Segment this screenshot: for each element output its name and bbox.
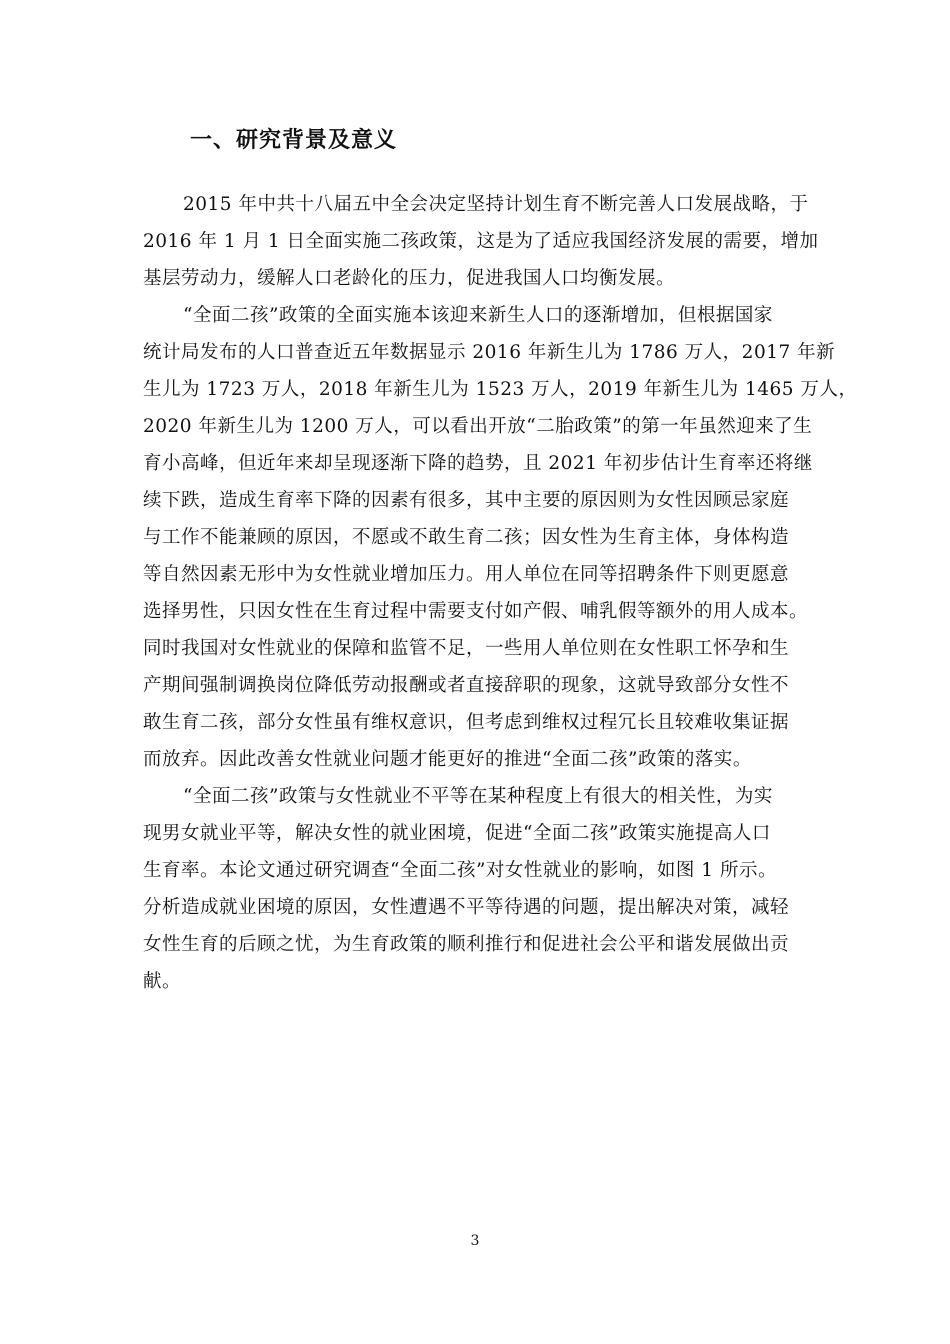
text-line: 现男女就业平等，解决女性的就业困境，促进“全面二孩”政策实施提高人口 — [143, 823, 771, 844]
text-line: 与工作不能兼顾的原因，不愿或不敢生育二孩；因女性为生育主体，身体构造 — [143, 527, 790, 548]
text-line: 而放弃。因此改善女性就业问题才能更好的推进“全面二孩”政策的落实。 — [143, 749, 752, 770]
paragraph-2 — [143, 297, 858, 778]
text-line: “全面二孩”政策的全面实施本该迎来新生人口的逐渐增加，但根据国家 — [183, 305, 773, 326]
text-line: “全面二孩”政策与女性就业不平等在某种程度上有很大的相关性，为实 — [183, 786, 773, 807]
text-line: 2016 年 1 月 1 日全面实施二孩政策，这是为了适应我国经济发展的需要，增加 — [143, 231, 819, 252]
text-line: 同时我国对女性就业的保障和监管不足，一些用人单位则在女性职工怀孕和生 — [143, 638, 790, 659]
paragraph-3 — [143, 778, 807, 1000]
section-heading: 一、研究背景及意义 — [190, 128, 398, 153]
text-line: 敢生育二孩，部分女性虽有维权意识，但考虑到维权过程冗长且较难收集证据 — [143, 712, 790, 733]
body-text — [143, 186, 858, 1000]
text-line: 分析造成就业困境的原因，女性遭遇不平等待遇的问题，提出解决对策，减轻 — [143, 897, 790, 918]
text-line: 选择男性，只因女性在生育过程中需要支付如产假、哺乳假等额外的用人成本。 — [143, 601, 809, 622]
text-line: 等自然因素无形中为女性就业增加压力。用人单位在同等招聘条件下则更愿意 — [143, 564, 790, 585]
text-line: 统计局发布的人口普查近五年数据显示 2016 年新生儿为 1786 万人，2017 年新 — [143, 342, 836, 363]
text-line: 生儿为 1723 万人，2018 年新生儿为 1523 万人，2019 年新生儿为 1465 万人， — [143, 379, 858, 400]
text-line: 基层劳动力，缓解人口老龄化的压力，促进我国人口均衡发展。 — [143, 268, 676, 289]
text-line: 产期间强制调换岗位降低劳动报酬或者直接辞职的现象，这就导致部分女性不 — [143, 675, 790, 696]
text-line: 2015 年中共十八届五中全会决定坚持计划生育不断完善人口发展战略，于 — [183, 194, 809, 215]
text-line: 育小高峰，但近年来却呈现逐渐下降的趋势，且 2021 年初步估计生育率还将继 — [143, 453, 813, 474]
text-line: 献。 — [143, 971, 182, 992]
text-line: 女性生育的后顾之忧，为生育政策的顺利推行和促进社会公平和谐发展做出贡 — [143, 934, 790, 955]
text-line: 续下跌，造成生育率下降的因素有很多，其中主要的原因则为女性因顾忌家庭 — [143, 490, 790, 511]
text-line: 2020 年新生儿为 1200 万人，可以看出开放“二胎政策”的第一年虽然迎来了生 — [143, 416, 813, 437]
page-number: 3 — [470, 1233, 480, 1249]
paragraph-1 — [143, 186, 819, 297]
text-line: 生育率。本论文通过研究调查“全面二孩”对女性就业的影响，如图 1 所示。 — [143, 860, 777, 881]
